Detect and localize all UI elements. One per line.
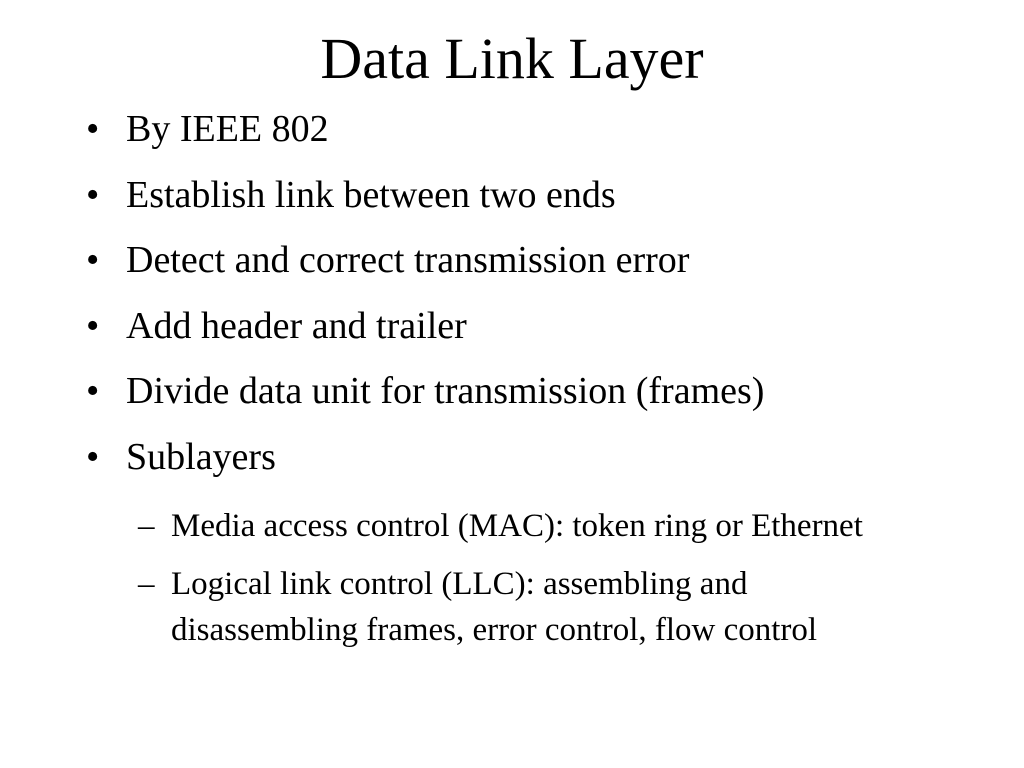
sub-bullet-item bbox=[138, 503, 878, 549]
bullet-text: Detect and correct transmission error bbox=[126, 239, 690, 281]
bullet-item bbox=[86, 305, 986, 347]
sub-bullet-item bbox=[138, 561, 878, 653]
bullet-item bbox=[86, 108, 986, 150]
bullet-text: Divide data unit for transmission (frames) bbox=[126, 370, 765, 412]
bullet-marker: • bbox=[86, 304, 100, 347]
bullet-marker: • bbox=[86, 239, 100, 281]
sub-bullet-list bbox=[138, 503, 878, 665]
bullet-item bbox=[86, 370, 986, 412]
bullet-marker: • bbox=[86, 108, 100, 150]
bullet-marker: • bbox=[86, 370, 100, 412]
slide-title: Data Link Layer bbox=[320, 26, 704, 91]
bullet-list bbox=[86, 108, 986, 501]
sub-bullet-marker: – bbox=[138, 566, 155, 602]
bullet-marker: • bbox=[86, 173, 100, 216]
bullet-text: Establish link between two ends bbox=[126, 173, 616, 216]
bullet-text: Add header and trailer bbox=[126, 304, 467, 347]
sub-bullet-text: Media access control (MAC): token ring or Ethernet bbox=[171, 508, 863, 544]
bullet-item bbox=[86, 436, 986, 478]
sub-bullet-marker: – bbox=[138, 508, 155, 544]
sub-bullet-text: Logical link control (LLC): assembling and disassembling frames, error control, flow control bbox=[171, 566, 818, 648]
bullet-text: Sublayers bbox=[126, 435, 276, 478]
bullet-marker: • bbox=[86, 435, 100, 478]
bullet-item bbox=[86, 239, 986, 281]
bullet-item bbox=[86, 174, 986, 216]
bullet-text: By IEEE 802 bbox=[126, 108, 329, 150]
